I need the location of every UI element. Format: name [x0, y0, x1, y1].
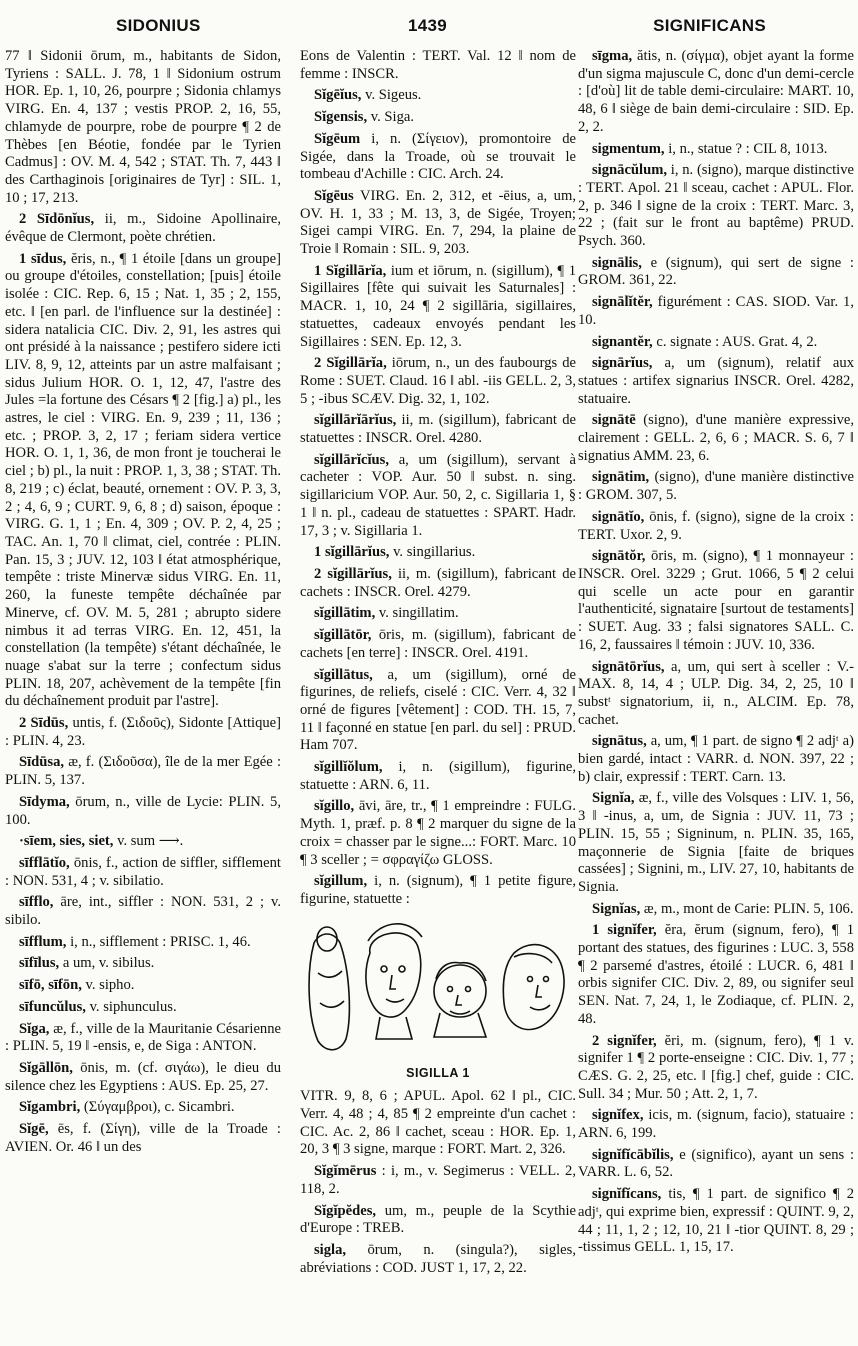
- entry-headword: signĭfex,: [592, 1107, 644, 1124]
- entry-definition: æ, f., ville des Volsques : LIV. 1, 56, 3 ‖ -inus, a, um, de Signia : JUV. 11, 73 ; PLIN. 15, 55 ; Signinum, n. PLIN. 35, 165, maçonnerie de Signia [faite de briques cassées] ; Signini, m., LIV. 27, 10, habitants de Signia.: [578, 790, 854, 895]
- dictionary-entry: [578, 162, 854, 251]
- entry-definition: untis, f. (Σιδοῦς), Sidonte [Attique] : PLIN. 4, 23.: [5, 715, 281, 749]
- dictionary-entry: [5, 794, 281, 829]
- dictionary-entry: [300, 544, 576, 562]
- entry-headword: signātŏr,: [592, 548, 646, 565]
- entry-headword: Sĭgensis,: [314, 109, 368, 126]
- statuettes-illustration: [300, 913, 570, 1063]
- entry-headword: sigmentum,: [592, 140, 665, 157]
- entry-headword: 1 signĭfer,: [592, 922, 657, 939]
- entry-headword: sigla,: [314, 1241, 347, 1258]
- entry-headword: sĭgillārĭārĭus,: [314, 412, 397, 429]
- entry-headword: sīfflātĭo,: [19, 854, 70, 871]
- entry-definition: a, um, ¶ 1 part. de signo ¶ 2 adjᵗ a) bien gardé, intact : VARR. d. NON. 397, 22 ; b) clair, expressif : TERT. Carn. 13.: [578, 733, 854, 785]
- dictionary-entry: [5, 715, 281, 750]
- dictionary-entry: [5, 1099, 281, 1117]
- entry-definition: VIRG. En. 2, 312, et -ēius, a, um, OV. H. 1, 33 ; M. 13, 3, de Sigée, Troyen; Sigei campi VIRG. En. 7, 294, la plaine de Troie ‖ Romain : SIL. 9, 203.: [300, 187, 576, 258]
- entry-definition: um, m., peuple de la Scythie d'Europe : TREB.: [300, 1202, 576, 1237]
- entry-headword: Signĭas,: [592, 900, 641, 917]
- entry-definition: ĕra, ĕrum (signum, fero), ¶ 1 portant des statues, des figurines : LUC. 3, 558 ¶ 2 parsemé d'astres, étoilé : LUCR. 6, 481 ‖ orbis signifer CIC. Div. 2, 89, ou signifer seul SEN. Nat. 7, 24, 1, le Zodiaque, cf. PLIN. 2, 48.: [578, 922, 854, 1027]
- dictionary-entry: [578, 141, 854, 159]
- entry-definition: i, n. (sigillum), figurine, statuette : ARN. 6, 11.: [300, 759, 576, 793]
- dictionary-entry: [578, 922, 854, 1028]
- entry-definition: ii, m. (sigillum), fabricant de statuettes : INSCR. Orel. 4280.: [300, 412, 576, 447]
- dictionary-entry: [578, 790, 854, 896]
- entry-headword: Sĭga,: [19, 1020, 50, 1037]
- entry-headword: Sĭgĭmērus: [314, 1163, 377, 1180]
- entry-headword: signantĕr,: [592, 333, 653, 350]
- header-first-word: SIDONIUS: [116, 16, 201, 35]
- dictionary-entry: [578, 509, 854, 544]
- entry-headword: Signĭa,: [592, 790, 635, 807]
- entry-headword: signālis,: [592, 254, 642, 271]
- entry-definition: (Σύγαμβροι), c. Sicambri.: [83, 1099, 235, 1116]
- dictionary-entry: [5, 1060, 281, 1095]
- entry-headword: signĭfĭcābĭlis,: [592, 1146, 674, 1163]
- dictionary-entry: [578, 1033, 854, 1104]
- dictionary-entry: [300, 452, 576, 541]
- entry-headword: Sīdūsa,: [19, 754, 65, 771]
- dictionary-entry: [300, 188, 576, 259]
- columns: [0, 48, 858, 1338]
- entry-headword: 2 signĭfer,: [592, 1032, 657, 1049]
- column-left: [5, 48, 281, 1338]
- entry-definition: a, um (signum), relatif aux statues : artifex signarius INSCR. Orel. 4282, statuaire.: [578, 355, 854, 407]
- column-right: [578, 48, 854, 1338]
- dictionary-entry: [578, 48, 854, 137]
- dictionary-entry: [578, 1186, 854, 1257]
- dictionary-entry: [300, 798, 576, 869]
- entry-headword: sīfīlus,: [19, 955, 60, 972]
- dictionary-entry: [300, 605, 576, 623]
- entry-headword: signātōrĭus,: [592, 658, 665, 675]
- entry-definition: v. sipho.: [85, 977, 135, 994]
- dictionary-entry: [5, 1021, 281, 1056]
- dictionary-entry: [300, 667, 576, 756]
- entry-definition: i, n., statue ? : CIL 8, 1013.: [668, 140, 828, 157]
- entry-headword: 1 sīdus,: [19, 250, 67, 267]
- entry-headword: 2 Sĭgillārĭa,: [314, 355, 387, 372]
- dictionary-entry: [578, 1147, 854, 1182]
- entry-definition: ōrum, n. (singula?), sigles, abréviations : COD. JUST 1, 17, 2, 22.: [300, 1241, 576, 1276]
- entry-definition: e (significo), ayant un sens : VARR. L. 6, 52.: [578, 1146, 854, 1181]
- dictionary-entry: [578, 901, 854, 919]
- entry-definition: v. Sigeus.: [365, 87, 422, 104]
- entry-definition: ătis, n. (σίγμα), objet ayant la forme d'un sigma majuscule C, donc d'un demi-cercle : [d'où] lit de table demi-circulaire: MART. 10, 48, 6 ‖ siège de bain demi-circulaire : SID. Ep. 2, 2.: [578, 48, 854, 135]
- entry-definition: c. signate : AUS. Grat. 4, 2.: [656, 333, 818, 350]
- entry-headword: 2 Sīdūs,: [19, 715, 69, 732]
- dictionary-entry: [578, 255, 854, 290]
- dictionary-entry: [300, 131, 576, 184]
- entry-definition: v. sum ⟶.: [117, 833, 184, 850]
- sigilla-figure: [300, 913, 570, 1063]
- dictionary-entry: [578, 733, 854, 786]
- entry-definition: ĕris, n., ¶ 1 étoile [dans un groupe] ou groupe d'étoiles, constellation; [puis] étoile isolée : CIC. Rep. 6, 15 ; Nat. 1, 35 ; 2, 155, etc. ‖ [en parl. de l'influence sur la destinée] : sidera natalicia CIC. Div. 2, 91, les astres qui ont présidé à la naissance ; pestifero sidere icti LIV. 8, 9, 12, atteints par un astre malfaisant ; sidus Julium HOR. O. 1, 12, 47, l'astre des Jules =la fortune des Césars ¶ 2 [fig.] a) pl., les astres, le ciel : VIRG. En. 9, 239 ; 11, 136 ; etc. ; PROP. 3, 2, 17 ; feriam sidera vertice HOR. O. 1, 1, 36, de mon front je toucherai le ciel ; b) pl., la nuit : PROP. 1, 3, 38 ; STAT. Th. 8, 219 ; c) éclat, beauté, ornement : OV. P. 3, 3, 2 ; 4, 6, 9 ; CURT. 9, 6, 8 ; d) saison, époque : VIRG. G. 1, 1 ; En. 4, 309 ; OV. P. 2, 4, 25 ; TAC. An. 1, 70 ‖ climat, ciel, contrée : PLIN. Pan. 15, 3 ; JUV. 12, 103 ‖ état atmosphérique, tempête : triste Minervæ sidus VIRG. En. 11, 260, la funeste tempête déchaînée par Minerve, cf. OV. M. 5, 281 ; abrupto sidere nimbus it ad terras VIRG. En. 12, 451, la constellation (la tempête) s'étant déchaînée, le nuage s'abat sur la terre ; confectum sidus PLIN. 18, 207, achèvement de la tempête [fin du déchaînement produit par l'astre].: [5, 250, 281, 710]
- entry-definition: ōnis, f. (signo), signe de la croix : TERT. Uxor. 2, 9.: [578, 508, 854, 543]
- entry-definition: ōris, m. (signo), ¶ 1 monnayeur : INSCR. Orel. 3229 ; Grut. 1066, 5 ¶ 2 celui qui scelle un acte pour en garantir l'authenticité, signataire [surtout de testaments] : SUET. Aug. 33 ; falsi signatores SALL. C. 16, 2, faussaires ‖ témoin : JUV. 10, 336.: [578, 548, 854, 653]
- entry-headword: sīfō, sīfōn,: [19, 977, 82, 994]
- entry-definition: āre, int., siffler : NON. 531, 2 ; v. sibilo.: [5, 894, 281, 929]
- entry-headword: Sĭgāllōn,: [19, 1059, 73, 1076]
- dictionary-entry: [5, 251, 281, 711]
- entry-headword: sĭgillum,: [314, 873, 368, 890]
- entry-headword: 1 Sĭgillārĭa,: [314, 262, 387, 279]
- entry-headword: 1 sĭgillārĭus,: [314, 544, 390, 561]
- entry-headword: Sĭgĭpĕdes,: [314, 1202, 377, 1219]
- entry-headword: signātim,: [592, 469, 650, 486]
- entry-headword: Sĭgēĭus,: [314, 87, 362, 104]
- entry-headword: sīgma,: [592, 48, 633, 64]
- entry-headword: signārĭus,: [592, 355, 653, 372]
- header-last-word: SIGNIFICANS: [653, 16, 766, 35]
- entry-definition: ōrum, n., ville de Lycie: PLIN. 5, 100.: [5, 793, 281, 828]
- entry-headword: signācŭlum,: [592, 162, 668, 179]
- entry-definition: ōnis, f., action de siffler, sifflement : NON. 531, 4 ; v. sibilatio.: [5, 854, 281, 889]
- entry-definition: tis, ¶ 1 part. de significo ¶ 2 adjᵗ, qui exprime bien, expressif : QUINT. 9, 2, 44 ; 11, 1, 2 ; 12, 10, 21 ‖ -tior QUINT. 8, 29 ; -tissimus GELL. 1, 15, 17.: [578, 1186, 854, 1256]
- dictionary-entry: [300, 412, 576, 447]
- entry-headword: 2 Sīdōnĭus,: [19, 211, 95, 228]
- entry-headword: sĭgillātōr,: [314, 627, 372, 644]
- dictionary-entry: [578, 469, 854, 504]
- entry-definition: Eons de Valentin : TERT. Val. 12 ‖ nom de femme : INSCR.: [300, 48, 576, 82]
- dictionary-entry: [300, 566, 576, 601]
- dictionary-entry: [578, 1107, 854, 1142]
- dictionary-entry: [5, 833, 281, 851]
- dictionary-entry: [300, 1088, 576, 1159]
- entry-definition: āvi, āre, tr., ¶ 1 empreindre : FULG. Myth. 1, præf. p. 8 ¶ 2 marquer du signe de la croix = chasser par le signe...: FORT. Marc. 10 ¶ 3 sceller ; = σφραγίζω GLOSS.: [300, 798, 576, 868]
- dictionary-entry: [578, 548, 854, 654]
- entry-headword: sīfflo,: [19, 894, 54, 911]
- entry-definition: ōnis, m. (cf. σιγάω), le dieu du silence chez les Egyptiens : AUS. Ep. 25, 27.: [5, 1059, 281, 1094]
- entry-definition: ium et iōrum, n. (sigillum), ¶ 1 Sigillaires [fête qui suivait les Saturnales] : MACR. 1, 10, 24 ¶ 2 sigillāria, sigillaires, statuettes, cadeaux envoyés pendant les Sigillaires : SEN. Ep. 12, 3.: [300, 262, 576, 350]
- dictionary-entry: [300, 48, 576, 83]
- entry-definition: icis, m. (signum, facio), statuaire : ARN. 6, 199.: [578, 1107, 854, 1142]
- dictionary-entry: [300, 1203, 576, 1238]
- entry-definition: v. singillatim.: [378, 605, 459, 622]
- entry-definition: v. Siga.: [370, 109, 415, 126]
- entry-headword: Sīdyma,: [19, 793, 70, 810]
- dictionary-entry: [5, 1121, 281, 1156]
- dictionary-entry: [578, 355, 854, 408]
- dictionary-entry: [300, 263, 576, 352]
- entry-definition: i, n. (Σίγειον), promontoire de Sigée, dans la Troade, où se trouvait le tombeau d'Achille : CIC. Arch. 24.: [300, 130, 576, 183]
- dictionary-entry: [5, 855, 281, 890]
- dictionary-entry: [300, 109, 576, 127]
- entry-definition: 77 ‖ Sidonii ōrum, m., habitants de Sidon, Tyriens : SALL. J. 78, 1 ‖ Sidonium ostrum HOR. Ep. 1, 10, 26, pourpre ; Sidonia chlamys VIRG. En. 4, 137 ; vestis PROP. 2, 16, 55, chlamyde de pourpre, robe de pourpre ¶ 2 de Thèbes [en Béotie, fondée par le Tyrien Cadmus] : OV. M. 4, 542 ; STAT. Th. 7, 443 ‖ des Carthaginois [originaires de Tyr] : SIL. 1, 10 ; 17, 213.: [5, 48, 281, 206]
- dictionary-entry: [5, 955, 281, 973]
- entry-headword: Sĭgēum: [314, 130, 361, 147]
- column-middle: [300, 48, 576, 1338]
- dictionary-entry: [300, 759, 576, 794]
- dictionary-entry: [300, 1242, 576, 1277]
- entry-definition: a, um, qui sert à sceller : V.-MAX. 8, 14, 4 ; ULP. Dig. 34, 2, 25, 10 ‖ substᵗ signatorium, ii, n., ALCIM. Ep. 78, cachet.: [578, 658, 854, 728]
- entry-definition: i, n., sifflement : PRISC. 1, 46.: [70, 933, 251, 950]
- entry-definition: ii, m. (sigillum), fabricant de cachets : INSCR. Orel. 4279.: [300, 565, 576, 600]
- dictionary-entry: [5, 48, 281, 207]
- entry-definition: æ, m., mont de Carie: PLIN. 5, 106.: [643, 900, 854, 917]
- dictionary-entry: [300, 627, 576, 662]
- entry-definition: i, n. (signo), marque distinctive : TERT. Apol. 21 ‖ sceau, cachet : APUL. Flor. 2, p. 346 ‖ signe de la croix : TERT. Marc. 3, 22 ; (fait sur le front au baptême) PRUD. Psych. 360.: [578, 162, 854, 250]
- entry-headword: signātĭo,: [592, 508, 645, 525]
- entry-definition: v. siphunculus.: [89, 998, 177, 1015]
- dictionary-entry: [578, 334, 854, 352]
- entry-headword: sĭgillātus,: [314, 666, 373, 683]
- entry-definition: iōrum, n., un des faubourgs de Rome : SUET. Claud. 16 ‖ abl. -iis GELL. 2, 3, 5 ; -ibus SCÆV. Dig. 32, 1, 102.: [300, 355, 576, 407]
- entry-definition: a, um (sigillum), orné de figurines, de reliefs, ciselé : CIC. Verr. 4, 32 ‖ orné de figures [vêtement] : COD. TH. 15, 7, 11 ‖ façonné en statue [en parl. du sel] : PRUD. Ham 707.: [300, 666, 576, 754]
- entry-definition: i, n. (signum), ¶ 1 petite figure, figurine, statuette :: [300, 873, 576, 907]
- entry-definition: VITR. 9, 8, 6 ; APUL. Apol. 62 ‖ pl., CIC. Verr. 4, 48 ; 4, 85 ¶ 2 empreinte d'un cachet : CIC. Ac. 2, 86 ‖ cachet, sceau : HOR. Ep. 1, 20, 3 ¶ 3 signe, marque : FORT. Mart. 2, 326.: [300, 1088, 576, 1158]
- entry-headword: signātē: [592, 412, 636, 429]
- entry-definition: (signo), d'une manière expressive, clairement : GELL. 2, 6, 6 ; MACR. S. 6, 7 ‖ signatius AMM. 23, 6.: [578, 412, 854, 464]
- entry-definition: a, um (sigillum), servant à cacheter : VOP. Aur. 50 ‖ subst. n. sing. sigillaricium VOP. Aur. 50, 2, c. Sigillaria 1, § 1 ‖ n. pl., cadeau de statuettes : SPART. Hadr. 17, 3 ; v. Sigillaria 1.: [300, 451, 576, 539]
- entry-headword: signālĭtĕr,: [592, 294, 653, 311]
- running-header: [0, 12, 858, 42]
- page-number: 1439: [408, 16, 448, 35]
- dictionary-entry: [578, 412, 854, 465]
- entry-headword: sĭgillārĭcĭus,: [314, 451, 389, 468]
- dictionary-entry: [300, 873, 576, 908]
- entry-headword: signĭfĭcans,: [592, 1186, 662, 1203]
- dictionary-entry: [5, 211, 281, 246]
- entry-headword: sĭgillĭŏlum,: [314, 759, 383, 776]
- entry-headword: Sĭgē,: [19, 1121, 49, 1138]
- dictionary-entry: [300, 87, 576, 105]
- entry-definition: : i, m., v. Segimerus : VELL. 2, 118, 2.: [300, 1163, 576, 1197]
- dictionary-entry: [300, 355, 576, 408]
- entry-headword: 2 sĭgillārĭus,: [314, 565, 392, 582]
- entry-headword: Sĭgēus: [314, 187, 354, 204]
- entry-headword: Sĭgambri,: [19, 1099, 81, 1116]
- dictionary-entry: [5, 754, 281, 789]
- entry-definition: ii, m., Sidoine Apollinaire, évêque de Clermont, poète chrétien.: [5, 211, 281, 246]
- entry-definition: v. singillarius.: [393, 544, 476, 561]
- entry-definition: (signo), d'une manière distinctive : GROM. 307, 5.: [578, 469, 854, 504]
- entry-definition: ōris, m. (sigillum), fabricant de cachets [en terre] : INSCR. Orel. 4191.: [300, 627, 576, 661]
- figure-caption: SIGILLA 1: [406, 1065, 470, 1080]
- entry-headword: sīfuncŭlus,: [19, 998, 86, 1015]
- entry-headword: sĭgillo,: [314, 798, 355, 815]
- entry-definition: a um, v. sibilus.: [62, 955, 155, 972]
- dictionary-entry: [5, 977, 281, 995]
- entry-definition: æ, f. (Σιδοῦσα), île de la mer Egée : PLIN. 5, 137.: [5, 754, 281, 789]
- entry-definition: figurément : CAS. SIOD. Var. 1, 10.: [578, 294, 854, 328]
- entry-headword: signātus,: [592, 733, 647, 750]
- dictionary-entry: [5, 894, 281, 929]
- dictionary-entry: [578, 659, 854, 730]
- dictionary-entry: [5, 934, 281, 952]
- entry-definition: e (signum), qui sert de signe : GROM. 361, 22.: [578, 254, 854, 289]
- dictionary-entry: [578, 294, 854, 329]
- dictionary-entry: [5, 999, 281, 1017]
- entry-definition: æ, f., ville de la Mauritanie Césarienne : PLIN. 5, 19 ‖ -ensis, e, de Siga : ANTON.: [5, 1020, 281, 1055]
- entry-headword: sīfflum,: [19, 933, 67, 950]
- entry-definition: ĕri, m. (signum, fero), ¶ 1 v. signifer 1 ¶ 2 porte-enseigne : CIC. Div. 1, 77 ; CÆS. G. 2, 25, etc. ‖ [fig.] chef, guide : CIC. Sull. 34 ; Mur. 50 ; Att. 2, 1, 7.: [578, 1032, 854, 1102]
- entry-headword: ·sīem, sies, siet,: [19, 833, 114, 850]
- entry-definition: ēs, f. (Σίγη), ville de la Troade : AVIEN. Or. 46 ‖ un des: [5, 1121, 281, 1155]
- dictionary-entry: [300, 1163, 576, 1198]
- entry-headword: sĭgillātim,: [314, 605, 376, 622]
